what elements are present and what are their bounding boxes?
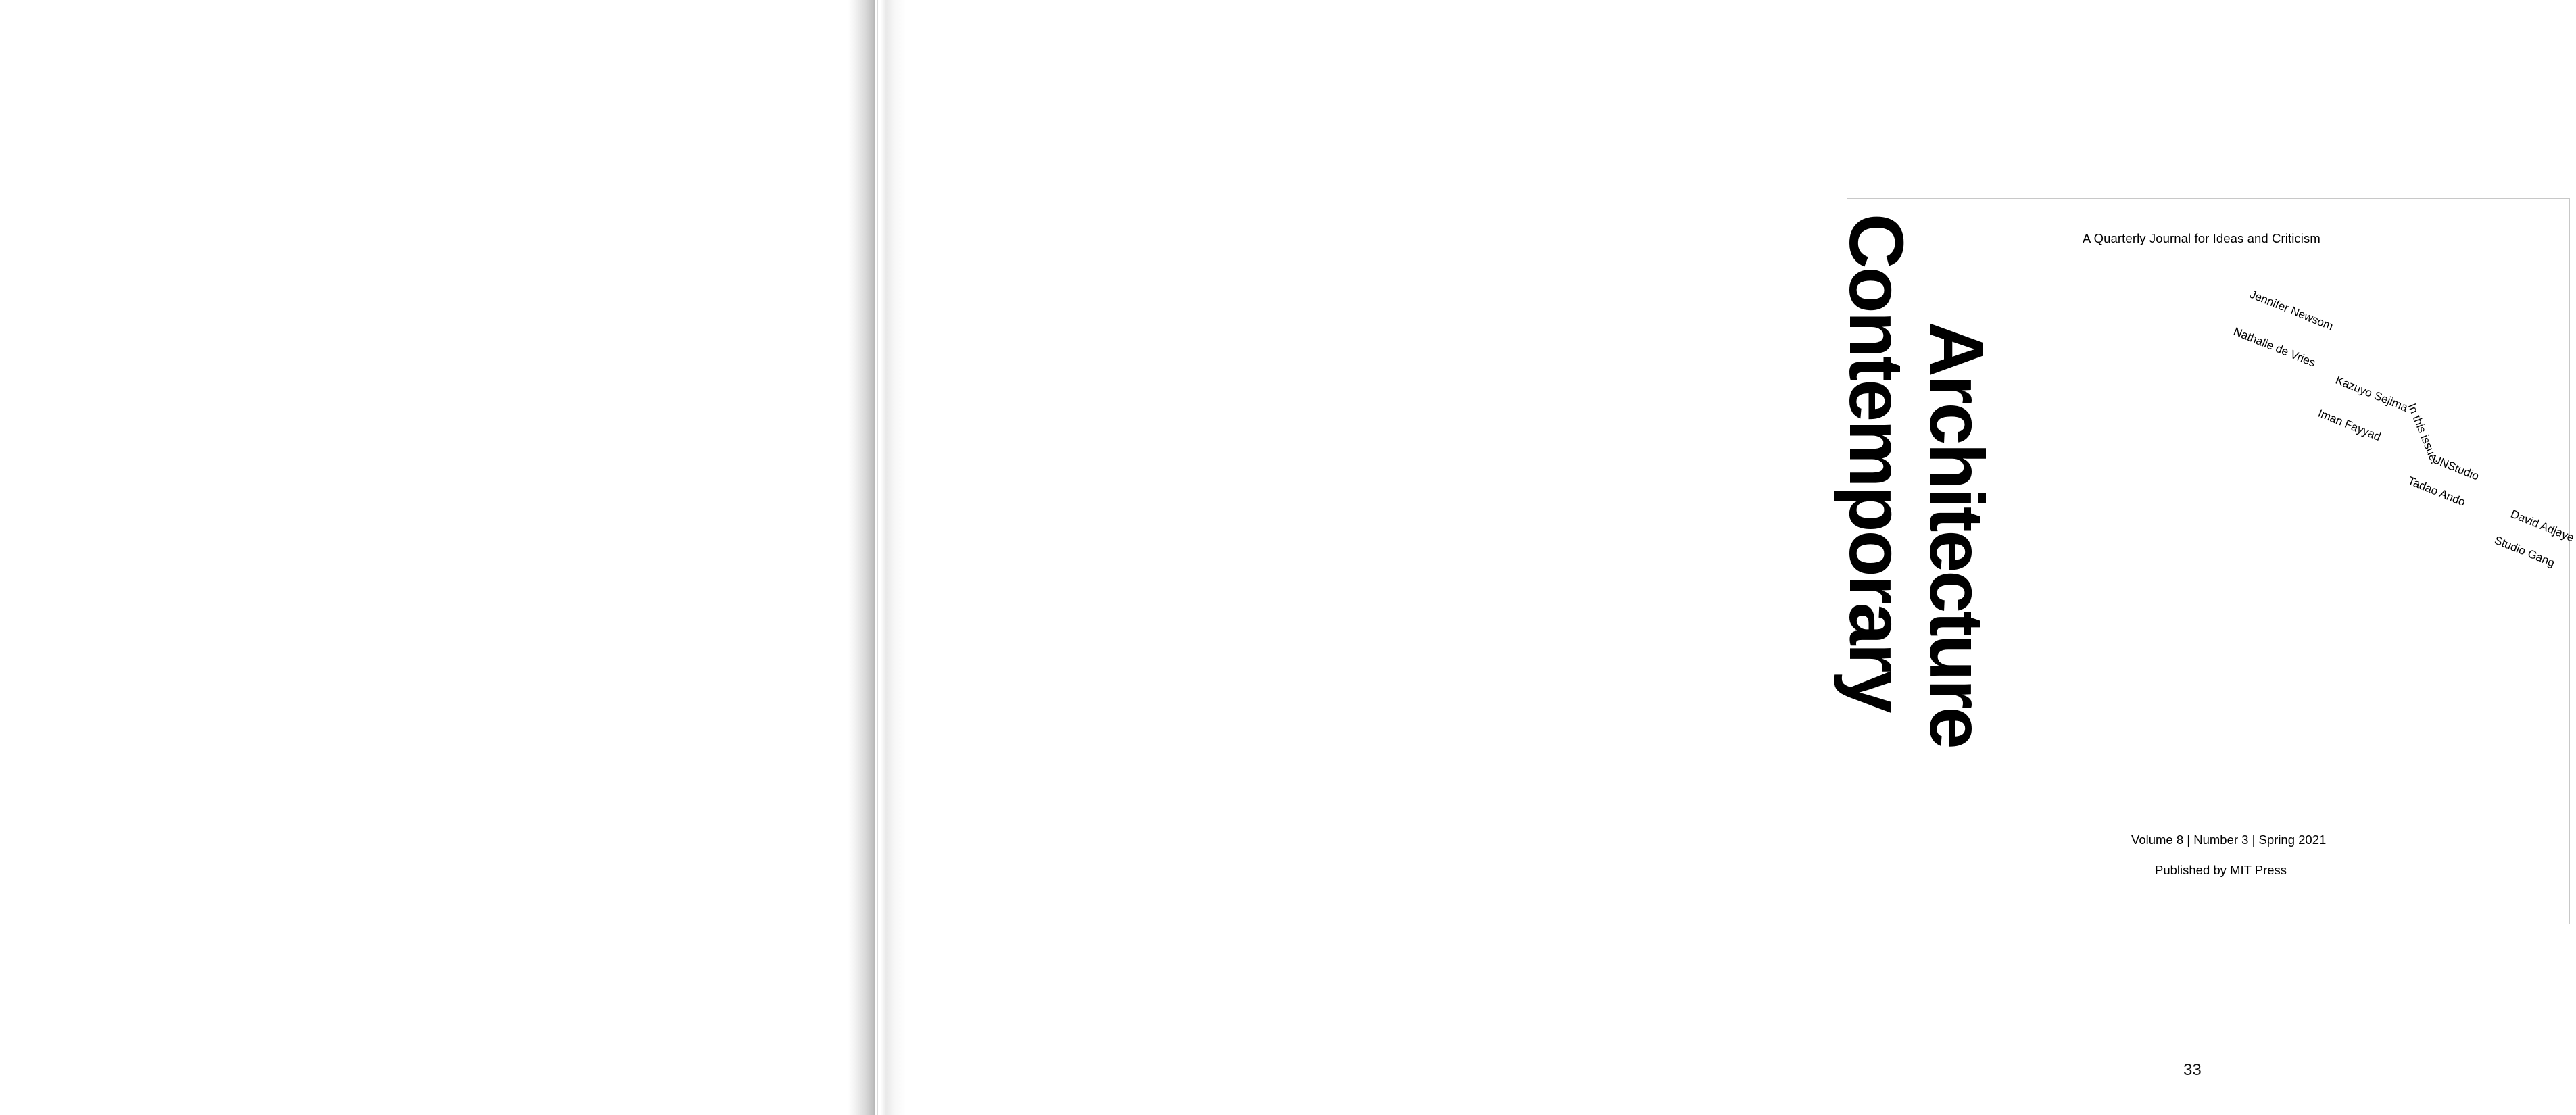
contributor-name: Nathalie de Vries [2231,324,2318,370]
contributor-name: David Adjaye [2508,507,2576,545]
contributor-name: Jennifer Newsom [2247,287,2335,333]
contributor-name: Iman Fayyad [2316,406,2383,444]
cover-title-line-1: Contemporary [1834,214,1919,712]
cover-publisher: Published by MIT Press [2155,863,2287,877]
cover-title-line-2: Architecture [1914,322,1999,747]
contributor-name: Studio Gang [2492,533,2557,570]
cover-tagline: A Quarterly Journal for Ideas and Criticism [2083,231,2320,245]
cover-issue-line: Volume 8 | Number 3 | Spring 2021 [2131,833,2327,847]
book-gutter-shadow [848,0,906,1115]
contributor-list [1847,199,2574,925]
journal-cover [1834,198,2576,924]
in-this-issue-label: In this issue: [2405,401,2441,466]
contributor-name: UNStudio [2430,452,2481,483]
page-right [906,0,2576,1115]
page-number: 33 [2183,1061,2202,1079]
contributor-name: Tadao Ando [2406,474,2468,509]
page-left-blank [0,0,848,1115]
book-gutter-highlight [875,0,877,1115]
contributor-name: Kazuyo Sejima [2333,373,2410,414]
